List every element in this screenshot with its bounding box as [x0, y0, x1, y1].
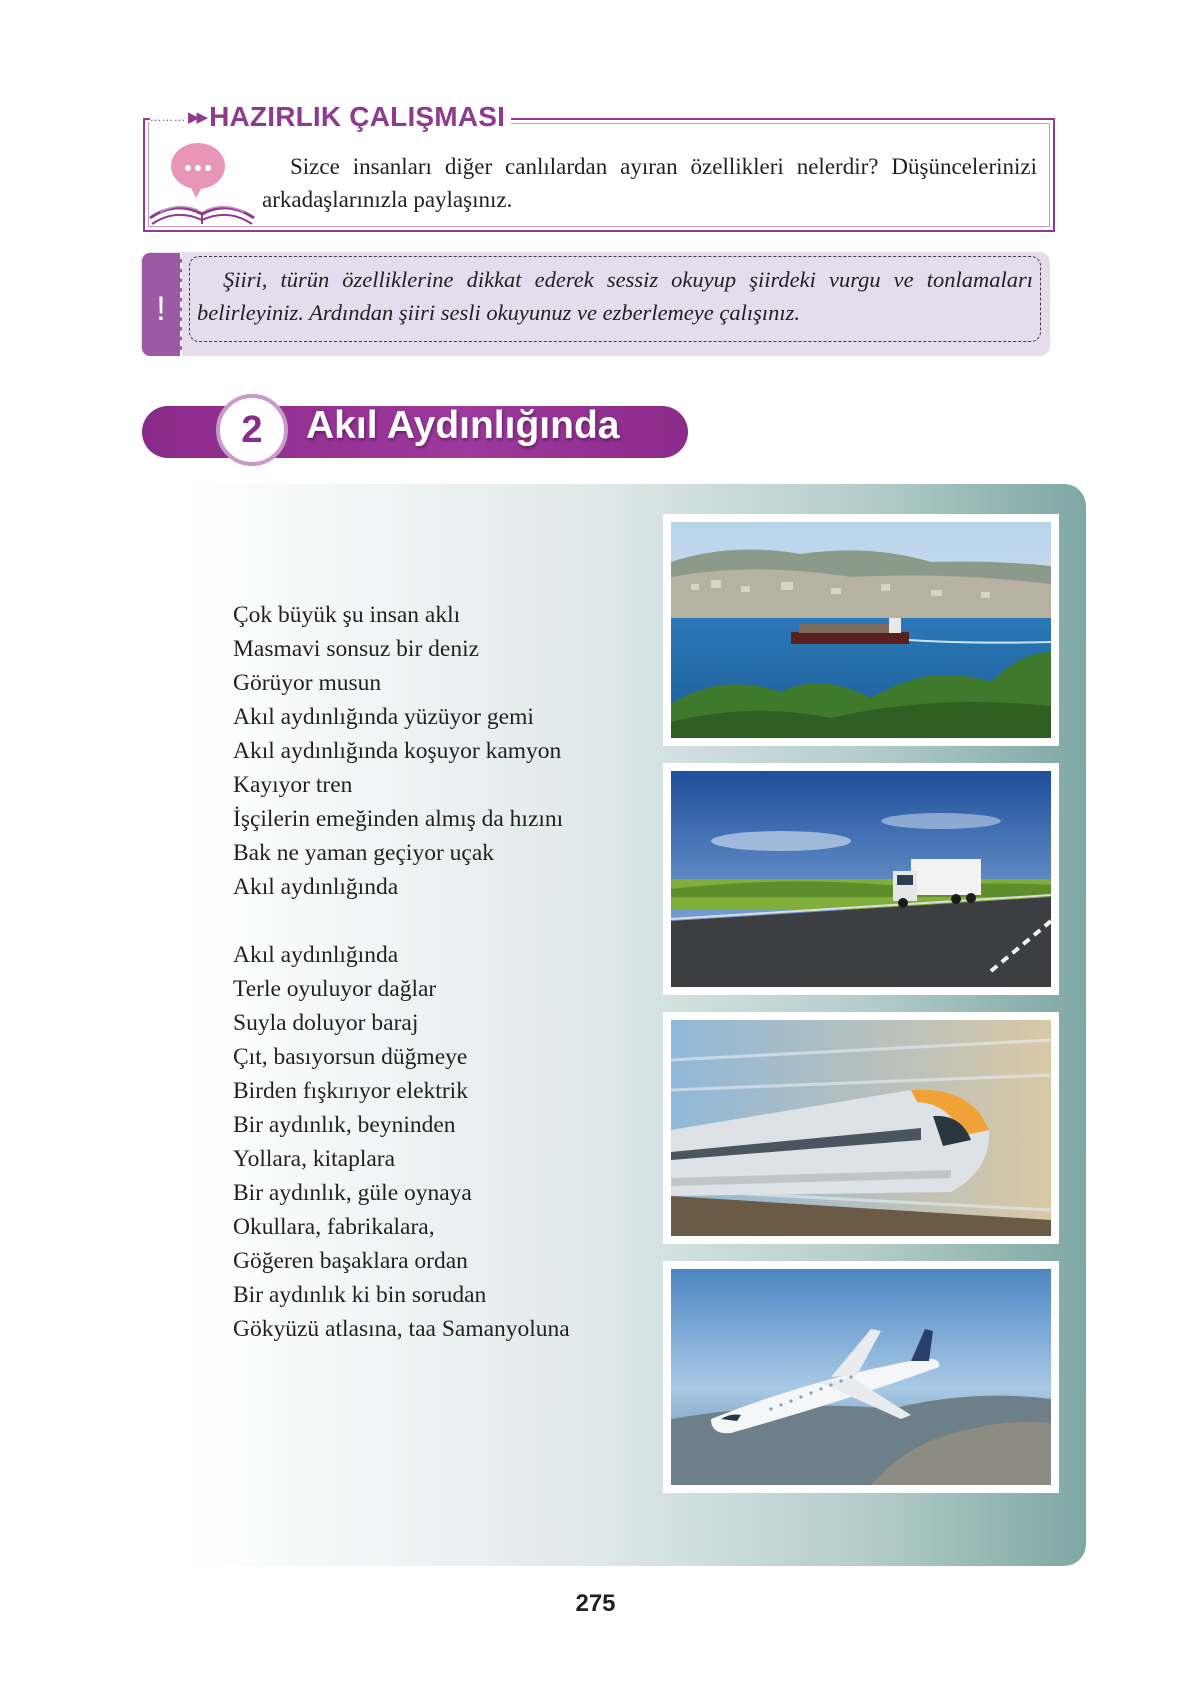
poem-line: Bir aydınlık, güle oynaya [233, 1180, 472, 1206]
poem-line: Göğeren başaklara ordan [233, 1248, 468, 1274]
stanza-break [233, 904, 653, 938]
poem-line: Kayıyor tren [233, 772, 353, 798]
poem-line: Akıl aydınlığında [233, 874, 399, 900]
poem-line: Suyla doluyor baraj [233, 1010, 419, 1036]
preparation-title: HAZIRLIK ÇALIŞMASI [209, 101, 506, 132]
truck-photo [663, 763, 1059, 995]
note-text: Şiiri, türün özelliklerine dikkat ederek sessiz okuyup şiirdeki vurgu ve tonlamaları belirleyiniz. Ardından şiiri sesli okuyunuz ve ezberlemeye çalışınız. [197, 267, 1033, 325]
poem-line: İşçilerin emeğinden almış da hızını [233, 806, 564, 832]
section-title: Akıl Aydınlığında [306, 404, 620, 447]
poem-line: Masmavi sonsuz bir deniz [233, 636, 480, 662]
poem [233, 598, 653, 1346]
poem-line: Bir aydınlık ki bin sorudan [233, 1282, 487, 1308]
poem-line: Çok büyük şu insan aklı [233, 602, 461, 628]
exclamation-icon: ! [156, 290, 166, 328]
dotted-leader: ……… [150, 110, 186, 124]
preparation-text: Sizce insanları diğer canlılardan ayıran özellikleri nelerdir? Düşüncelerinizi arkadaşlarınızla paylaşınız. [262, 154, 1037, 212]
poem-line: Akıl aydınlığında koşuyor kamyon [233, 738, 562, 764]
train-photo [663, 1012, 1059, 1244]
poem-line: Bak ne yaman geçiyor uçak [233, 840, 495, 866]
double-arrow-icon: ▶▶ [188, 108, 206, 126]
poem-line: Bir aydınlık, beyninden [233, 1112, 456, 1138]
page-number: 275 [575, 1590, 616, 1617]
poem-line: Yollara, kitaplara [233, 1146, 396, 1172]
poem-line: Görüyor musun [233, 670, 382, 696]
poem-line: Akıl aydınlığında [233, 942, 399, 968]
speech-bubble-book-icon [146, 138, 258, 228]
preparation-header [150, 102, 511, 132]
section-number: 2 [216, 394, 288, 466]
poem-line: Terle oyuluyor dağlar [233, 976, 437, 1002]
poem-line: Çıt, basıyorsun düğmeye [233, 1044, 468, 1070]
poem-line: Birden fışkırıyor elektrik [233, 1078, 468, 1104]
poem-line: Akıl aydınlığında yüzüyor gemi [233, 704, 534, 730]
poem-line: Gökyüzü atlasına, taa Samanyoluna [233, 1316, 570, 1342]
poem-line: Okullara, fabrikalara, [233, 1214, 435, 1240]
ship-photo [663, 514, 1059, 746]
airplane-photo [663, 1261, 1059, 1493]
